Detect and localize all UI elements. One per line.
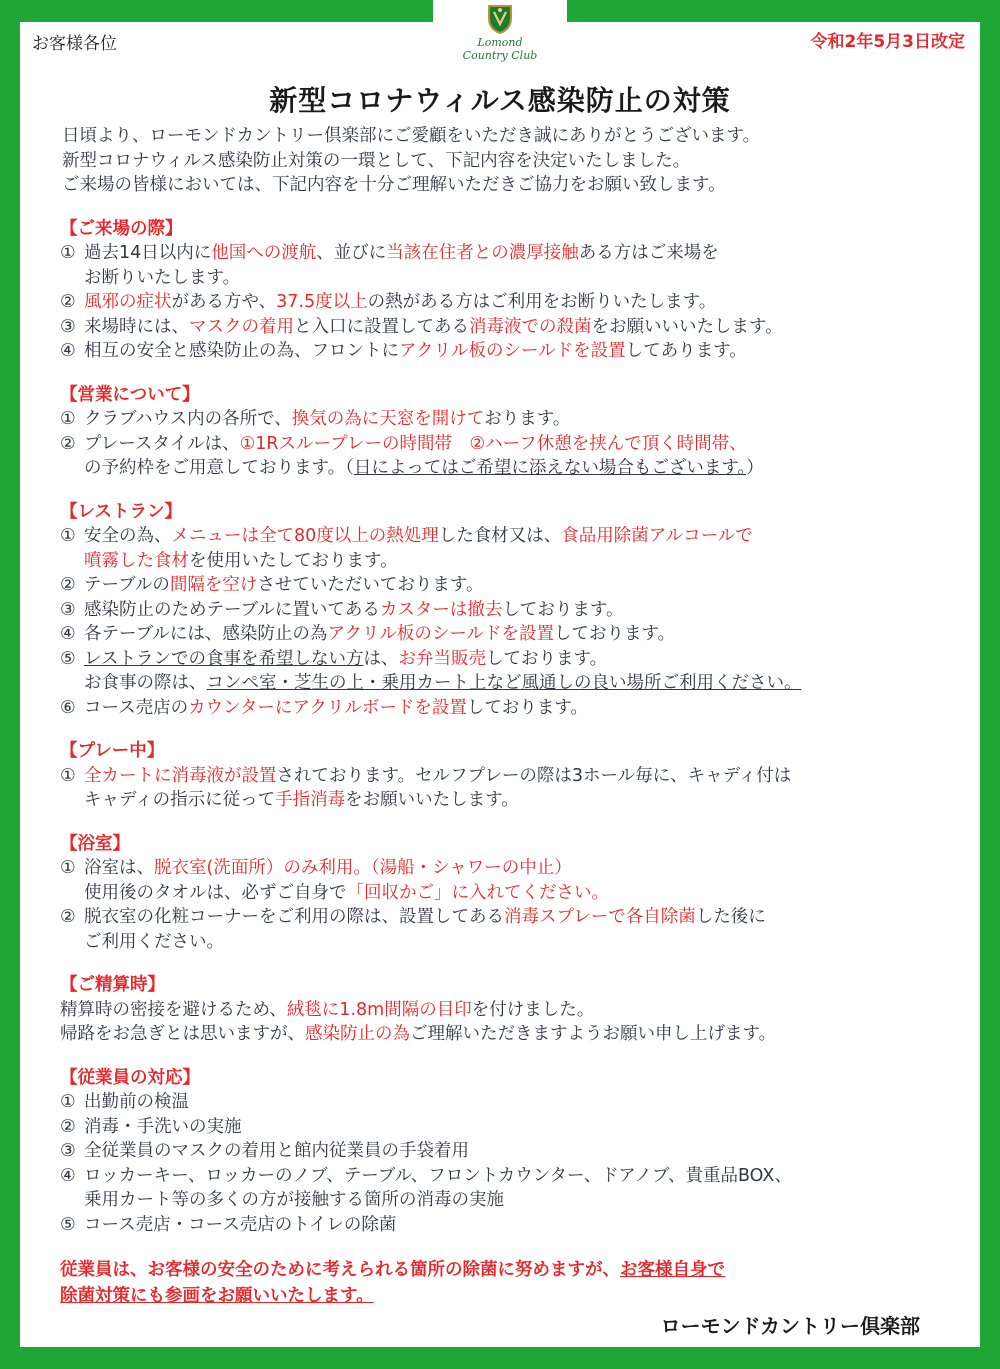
text-segment: しております。 bbox=[485, 648, 608, 669]
section bbox=[60, 973, 970, 1047]
intro-line: 日頃より、ローモンドカントリー倶楽部にご愛顧をいただき誠にありがとうございます。 bbox=[62, 126, 761, 146]
notice-body bbox=[60, 124, 970, 1309]
item-number: ② bbox=[60, 292, 76, 312]
list-item bbox=[60, 1164, 970, 1189]
item-number: ① bbox=[60, 765, 76, 786]
list-item bbox=[60, 573, 970, 598]
list-item bbox=[60, 524, 970, 549]
top-border-right bbox=[567, 0, 980, 22]
text-segment: ある方はご来場を bbox=[578, 243, 719, 263]
text-segment: 37.5度以上 bbox=[276, 292, 368, 312]
top-border-left bbox=[20, 0, 433, 22]
item-number: ⑤ bbox=[60, 648, 76, 669]
section bbox=[60, 217, 970, 364]
text-segment: 噴霧した食材 bbox=[84, 550, 189, 571]
section bbox=[60, 383, 970, 481]
text-segment: お断りいたします。 bbox=[84, 267, 241, 288]
text-segment: の熱がある方はご利用をお断りいたします。 bbox=[367, 292, 717, 312]
list-item-continuation bbox=[60, 671, 970, 696]
text-segment: 全カートに消毒液が設置 bbox=[84, 765, 277, 786]
text-segment: マスクの着用 bbox=[189, 316, 294, 337]
item-number: ② bbox=[60, 575, 76, 595]
text-segment: ご利用ください。 bbox=[84, 931, 224, 952]
text-segment: カスターは撤去 bbox=[379, 599, 503, 620]
list-item-continuation bbox=[60, 788, 970, 813]
logo-text-line1: Lomond bbox=[477, 36, 523, 49]
section-heading: 【従業員の対応】 bbox=[60, 1067, 200, 1088]
list-item bbox=[60, 1090, 970, 1115]
text-segment: した後に bbox=[695, 907, 766, 927]
text-segment: 他国への渡航 bbox=[211, 243, 317, 263]
text-segment: 感染防止の為 bbox=[305, 1024, 410, 1044]
item-number: ② bbox=[60, 433, 76, 454]
text-segment: 過去14日以内に bbox=[84, 243, 212, 263]
section-paragraph bbox=[60, 998, 970, 1047]
list-item bbox=[60, 856, 970, 881]
list-item bbox=[60, 764, 970, 789]
item-number: ⑥ bbox=[60, 697, 76, 718]
text-segment: 消毒液での殺菌 bbox=[469, 316, 592, 337]
list-item bbox=[60, 290, 970, 315]
text-segment: 日によってはご希望に添えない場合もございます。 bbox=[353, 458, 747, 478]
revision-date: 令和2年5月3日改定 bbox=[810, 32, 965, 52]
item-number: ⑤ bbox=[60, 1214, 76, 1235]
section-heading: 【浴室】 bbox=[60, 833, 130, 854]
item-number: ③ bbox=[60, 1141, 76, 1161]
sections bbox=[60, 217, 970, 1238]
text-segment: の予約枠をご用意しております。（ bbox=[84, 458, 354, 478]
list-item bbox=[60, 647, 970, 672]
list-item-continuation bbox=[60, 1188, 970, 1213]
closing-statement bbox=[60, 1257, 970, 1309]
list-item-continuation bbox=[60, 456, 970, 481]
text-segment: 出勤前の検温 bbox=[84, 1092, 189, 1112]
text-segment: しております。 bbox=[502, 599, 624, 620]
text-segment: お弁当販売 bbox=[398, 648, 486, 669]
text-segment: 手指消毒 bbox=[275, 790, 346, 810]
text-segment: させていただいております。 bbox=[257, 575, 484, 595]
section-heading: 【ご来場の際】 bbox=[60, 218, 183, 239]
section-heading: 【レストラン】 bbox=[60, 501, 182, 522]
text-segment: 脱衣室(洗面所）のみ利用。（湯船・シャワーの中止） bbox=[154, 858, 572, 878]
text-segment: カウンターにアクリルボードを設置 bbox=[188, 697, 467, 718]
text-segment: されております。セルフプレーの際は3ホール毎に、キャディ付は bbox=[276, 765, 792, 786]
text-segment: を付けました。 bbox=[471, 999, 595, 1020]
section bbox=[60, 1066, 970, 1238]
text-segment: 脱衣室の化粧コーナーをご利用の際は、設置してある bbox=[84, 907, 504, 927]
text-segment: がある方や、 bbox=[171, 292, 277, 312]
item-number: ① bbox=[60, 409, 76, 429]
text-segment: ） bbox=[746, 458, 764, 478]
logo-text-line2: Country Club bbox=[462, 49, 538, 62]
text-segment: 乗用カート等の多くの方が接触する箇所の消毒の実施 bbox=[84, 1190, 504, 1210]
text-segment: を使用いたしております。 bbox=[189, 550, 398, 571]
text-segment: プレースタイルは、 bbox=[84, 433, 240, 454]
text-segment: 風邪の症状 bbox=[84, 292, 172, 312]
text-segment: 消毒・手洗いの実施 bbox=[84, 1116, 242, 1137]
text-segment: 各テーブルには、感染防止の為 bbox=[84, 624, 328, 644]
item-number: ③ bbox=[60, 599, 76, 620]
list-item bbox=[60, 315, 970, 340]
text-segment: 換気の為に天窓を開けて bbox=[291, 409, 485, 429]
list-item bbox=[60, 1115, 970, 1140]
list-item bbox=[60, 696, 970, 721]
section-heading: 【プレー中】 bbox=[60, 741, 165, 761]
list-item-continuation bbox=[60, 549, 970, 574]
text-segment: をお願いいいたします。 bbox=[591, 316, 783, 337]
item-number: ② bbox=[60, 1116, 76, 1137]
closing-line2: 除菌対策にも参画をお願いいたします。 bbox=[60, 1286, 374, 1306]
text-segment: 感染防止のためテーブルに置いてある bbox=[84, 599, 380, 620]
item-number: ① bbox=[60, 1092, 76, 1112]
text-segment: 「回収かご」に入れてください。 bbox=[346, 882, 609, 903]
crest-icon bbox=[483, 2, 517, 36]
section-heading: 【営業について】 bbox=[60, 384, 200, 405]
text-segment: 当該在住者との濃厚接触 bbox=[386, 243, 579, 263]
text-segment: アクリル板のシールドを設置 bbox=[399, 341, 626, 361]
item-number: ③ bbox=[60, 316, 76, 337]
text-segment: アクリル板のシールドを設置 bbox=[327, 624, 555, 644]
text-segment: レストランでの食事を希望しない方 bbox=[84, 648, 364, 669]
list-item bbox=[60, 1139, 970, 1164]
text-segment: 帰路をお急ぎとは思いますが、 bbox=[60, 1024, 305, 1044]
list-item bbox=[60, 339, 970, 364]
item-number: ④ bbox=[60, 341, 76, 361]
text-segment: メニューは全て80度以上の熱処理 bbox=[171, 526, 439, 546]
list-item bbox=[60, 432, 970, 457]
text-segment: コンペ室・芝生の上・乗用カート上など風通しの良い場所ご利用ください。 bbox=[206, 673, 802, 693]
page-title: 新型コロナウィルス感染防止の対策 bbox=[269, 84, 731, 117]
text-segment: コース売店の bbox=[84, 697, 189, 718]
text-segment: と入口に設置してある bbox=[294, 316, 469, 337]
text-segment: をお願いいたします。 bbox=[345, 790, 519, 810]
text-segment: 消毒スプレーで各自除菌 bbox=[504, 907, 696, 927]
text-segment: ①1Rスループレーの時間帯 ②ハーフ休憩を挟んで頂く時間帯、 bbox=[239, 433, 747, 454]
text-segment: 安全の為、 bbox=[84, 526, 172, 546]
intro bbox=[60, 124, 970, 198]
text-segment: してあります。 bbox=[625, 341, 747, 361]
item-number: ① bbox=[60, 526, 76, 546]
closing-line1-underlined: お客様自身で bbox=[620, 1260, 725, 1280]
list-item-continuation bbox=[60, 266, 970, 291]
list-item bbox=[60, 241, 970, 266]
item-number: ① bbox=[60, 858, 76, 878]
section bbox=[60, 739, 970, 813]
list-item bbox=[60, 1213, 970, 1238]
text-segment: 食品用除菌アルコールで bbox=[561, 526, 753, 546]
club-logo bbox=[440, 0, 560, 78]
text-segment: 全従業員のマスクの着用と館内従業員の手袋着用 bbox=[84, 1141, 469, 1161]
list-item bbox=[60, 598, 970, 623]
text-segment: テーブルの bbox=[84, 575, 170, 595]
text-segment: しております。 bbox=[466, 697, 589, 718]
text-segment: 相互の安全と感染防止の為、フロントに bbox=[84, 341, 399, 361]
text-segment: クラブハウス内の各所で、 bbox=[84, 409, 292, 429]
list-item-continuation bbox=[60, 930, 970, 955]
text-segment: コース売店・コース売店のトイレの除菌 bbox=[84, 1214, 397, 1235]
text-segment: ご理解いただきますようお願い申し上げます。 bbox=[410, 1024, 777, 1044]
intro-line: 新型コロナウィルス感染防止対策の一環として、下記内容を決定いたしました。 bbox=[62, 150, 691, 171]
item-number: ④ bbox=[60, 624, 76, 644]
list-item bbox=[60, 905, 970, 930]
club-signature: ローモンドカントリー倶楽部 bbox=[660, 1314, 920, 1338]
section-heading: 【ご精算時】 bbox=[60, 975, 165, 995]
addressee: お客様各位 bbox=[32, 34, 117, 54]
list-item bbox=[60, 622, 970, 647]
item-number: ① bbox=[60, 243, 76, 263]
text-segment: 絨毯に1.8m間隔の目印 bbox=[286, 999, 472, 1020]
text-segment: 使用後のタオルは、必ずご自身で bbox=[84, 882, 347, 903]
text-segment: 間隔を空け bbox=[169, 575, 258, 595]
text-segment: お食事の際は、 bbox=[84, 673, 207, 693]
text-segment: した食材又は、 bbox=[438, 526, 562, 546]
text-segment: は、 bbox=[363, 648, 399, 669]
list-item bbox=[60, 407, 970, 432]
text-segment: 、並びに bbox=[316, 243, 387, 263]
item-number: ④ bbox=[60, 1165, 76, 1186]
section bbox=[60, 832, 970, 955]
text-segment: おります。 bbox=[484, 409, 571, 429]
intro-line: ご来場の皆様においては、下記内容を十分ご理解いただきご協力をお願い致します。 bbox=[62, 175, 726, 195]
text-segment: しております。 bbox=[554, 624, 676, 644]
section bbox=[60, 500, 970, 721]
text-segment: 精算時の密接を避けるため、 bbox=[60, 999, 287, 1020]
text-segment: 来場時には、 bbox=[84, 316, 189, 337]
list-item-continuation bbox=[60, 881, 970, 906]
item-number: ② bbox=[60, 907, 76, 927]
text-segment: 浴室は、 bbox=[84, 858, 154, 878]
text-segment: キャディの指示に従って bbox=[84, 790, 276, 810]
closing-line1: 従業員は、お客様の安全のために考えられる箇所の除菌に努めますが、 bbox=[60, 1260, 620, 1280]
text-segment: ロッカーキー、ロッカーのノブ、テーブル、フロントカウンター、ドアノブ、貴重品BOX、 bbox=[84, 1165, 792, 1186]
